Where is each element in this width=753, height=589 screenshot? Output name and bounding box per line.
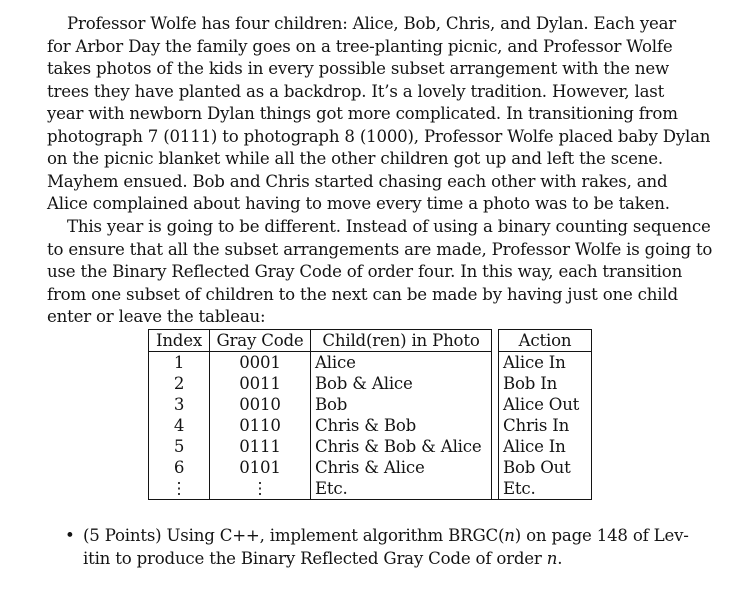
cell-children: Bob & Alice <box>311 373 492 394</box>
header-index: Index <box>149 330 210 352</box>
cell-action: Etc. <box>499 478 592 500</box>
math-variable: n <box>546 549 558 568</box>
math-variable: n <box>504 526 515 545</box>
paragraph-gray-code <box>47 216 713 329</box>
cell-children: Chris & Bob & Alice <box>311 436 492 457</box>
cell-children: Etc. <box>311 478 492 500</box>
table-header-row <box>149 330 592 352</box>
text-line: Mayhem ensued. Bob and Chris started chasing each other with rakes, and <box>47 171 668 191</box>
cell-gray-code: 0110 <box>210 415 311 436</box>
cell-action: Alice Out <box>499 394 592 415</box>
text-line <box>83 524 703 547</box>
cell-index: 6 <box>149 457 210 478</box>
cell-action: Chris In <box>499 415 592 436</box>
table-row <box>149 352 592 374</box>
text-line: on the picnic blanket while all the other children got up and left the scene. <box>47 149 663 168</box>
column-gap <box>492 436 499 457</box>
text-line: takes photos of the kids in every possible subset arrangement with the new <box>47 59 670 78</box>
text-segment: . <box>557 549 563 568</box>
header-children: Child(ren) in Photo <box>311 330 492 352</box>
text-line: enter or leave the tableau: <box>47 307 266 326</box>
cell-action: Bob In <box>499 373 592 394</box>
header-gray-code: Gray Code <box>210 330 311 352</box>
text-line: This year is going to be different. Instead of using a binary counting sequence <box>67 217 711 236</box>
table-row <box>149 436 592 457</box>
cell-children: Chris & Alice <box>311 457 492 478</box>
column-gap <box>492 415 499 436</box>
text-segment: itin to produce the Binary Reflected Gray Code of order <box>83 549 547 568</box>
cell-gray-code: 0010 <box>210 394 311 415</box>
cell-index: 1 <box>149 352 210 374</box>
cell-children: Bob <box>311 394 492 415</box>
text-line: Professor Wolfe has four children: Alice, Bob, Chris, and Dylan. Each year <box>67 14 677 33</box>
cell-gray-code: 0001 <box>210 352 311 374</box>
header-action: Action <box>499 330 592 352</box>
text-line: from one subset of children to the next can be made by having just one child <box>47 284 678 304</box>
bullet-icon: • <box>65 526 75 545</box>
cell-gray-code: 0011 <box>210 373 311 394</box>
paragraph-intro <box>47 13 711 216</box>
cell-gray-code: 0101 <box>210 457 311 478</box>
table-row <box>149 373 592 394</box>
table-row <box>149 478 592 500</box>
text-line: year with newborn Dylan things got more complicated. In transitioning from <box>47 104 678 123</box>
text-line <box>83 547 703 570</box>
cell-children: Alice <box>311 352 492 374</box>
cell-index: 5 <box>149 436 210 457</box>
text-segment: ) <box>514 526 522 545</box>
text-segment: (5 Points) Using C++, implement algorithm <box>83 526 449 545</box>
text-line: use the Binary Reflected Gray Code of order four. In this way, each transition <box>47 262 683 281</box>
cell-gray-code: 0111 <box>210 436 311 457</box>
column-gap <box>492 478 499 500</box>
text-segment: ( <box>498 526 505 545</box>
text-line: to ensure that all the subset arrangements are made, Professor Wolfe is going to <box>47 239 713 259</box>
cell-index: 2 <box>149 373 210 394</box>
cell-action: Bob Out <box>499 457 592 478</box>
gray-code-table <box>148 329 592 500</box>
bullet-text <box>83 524 703 570</box>
table-row <box>149 415 592 436</box>
table-row <box>149 457 592 478</box>
cell-index-ellipsis: ⋮ <box>149 478 210 500</box>
text-segment: on page 148 of Lev- <box>521 526 689 545</box>
cell-index: 4 <box>149 415 210 436</box>
table-row <box>149 394 592 415</box>
text-line: photograph 7 (0111) to photograph 8 (1000), Professor Wolfe placed baby Dylan <box>47 126 711 146</box>
column-gap <box>492 394 499 415</box>
algorithm-name: BRGC <box>448 526 498 545</box>
column-gap <box>492 373 499 394</box>
text-line: trees they have planted as a backdrop. It’s a lovely tradition. However, last <box>47 81 665 101</box>
text-line: for Arbor Day the family goes on a tree-planting picnic, and Professor Wolfe <box>47 36 673 56</box>
cell-gray-code-ellipsis: ⋮ <box>210 478 311 500</box>
column-gap <box>492 457 499 478</box>
text-line: Alice complained about having to move every time a photo was to be taken. <box>47 194 670 213</box>
cell-children: Chris & Bob <box>311 415 492 436</box>
column-gap <box>492 352 499 374</box>
cell-index: 3 <box>149 394 210 415</box>
cell-action: Alice In <box>499 352 592 374</box>
cell-action: Alice In <box>499 436 592 457</box>
column-gap <box>492 330 499 352</box>
